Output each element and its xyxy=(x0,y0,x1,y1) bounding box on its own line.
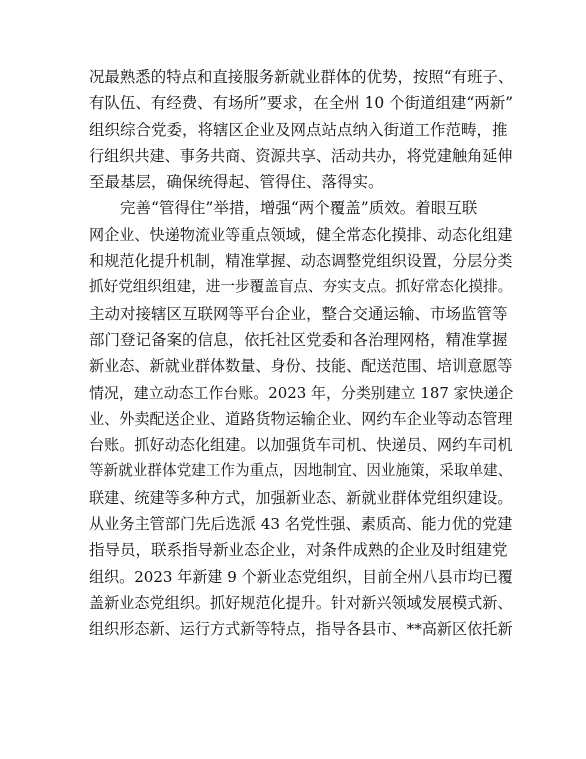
text-line: 业、外卖配送企业、道路货物运输企业、网约车企业等动态管理 xyxy=(89,409,513,428)
text-line: 部门登记备案的信息，依托社区党委和各治理网格，精准掌握 xyxy=(89,330,508,349)
text-line: 组织综合党委，将辖区企业及网点站点纳入街道工作范畴，推 xyxy=(89,120,508,139)
text-line: 从业务主管部门先后选派 43 名党性强、素质高、能力优的党建 xyxy=(89,515,513,534)
text-line: 组织。2023 年新建 9 个新业态党组织，目前全州八县市均已覆 xyxy=(89,567,513,586)
text-line: 指导员，联系指导新业态企业，对条件成熟的企业及时组建党 xyxy=(89,541,508,560)
text-line: 抓好党组织组建，进一步覆盖盲点、夯实支点。抓好常态化摸排。 xyxy=(89,278,513,296)
text-line: 新业态、新就业群体数量、身份、技能、配送范围、培训意愿等 xyxy=(89,357,513,376)
text-line: 有队伍、有经费、有场所”要求，在全州 10 个街道组建“两新” xyxy=(89,94,514,113)
text-line: 盖新业态党组织。抓好规范化提升。针对新兴领域发展模式新、 xyxy=(89,593,513,612)
text-line: 和规范化提升机制，精准掌握、动态调整党组织设置，分层分类 xyxy=(89,252,513,271)
text-line: 联建、统建等多种方式，加强新业态、新就业群体党组织建设。 xyxy=(89,488,513,507)
text-line: 况最熟悉的特点和直接服务新就业群体的优势，按照“有班子、 xyxy=(89,68,514,86)
text-line: 主动对接辖区互联网等平台企业，整合交通运输、市场监管等 xyxy=(89,304,508,323)
body-text xyxy=(89,64,513,643)
text-line: 情况，建立动态工作台账。2023 年，分类别建立 187 家快递企 xyxy=(89,383,514,402)
text-line: 行组织共建、事务共商、资源共享、活动共办，将党建触角延伸 xyxy=(89,146,513,165)
text-line: 网企业、快递物流业等重点领域，健全常态化摸排、动态化组建 xyxy=(89,225,513,244)
text-line: 等新就业群体党建工作为重点，因地制宜、因业施策，采取单建、 xyxy=(89,462,513,480)
text-line: 组织形态新、运行方式新等特点，指导各县市、**高新区依托新 xyxy=(89,620,513,639)
text-line: 至最基层，确保统得起、管得住、落得实。 xyxy=(89,173,384,192)
paragraph-first-line: 完善“管得住”举措，增强“两个覆盖”质效。着眼互联 xyxy=(120,199,478,218)
text-line: 台账。抓好动态化组建。以加强货车司机、快递员、网约车司机 xyxy=(89,436,513,455)
